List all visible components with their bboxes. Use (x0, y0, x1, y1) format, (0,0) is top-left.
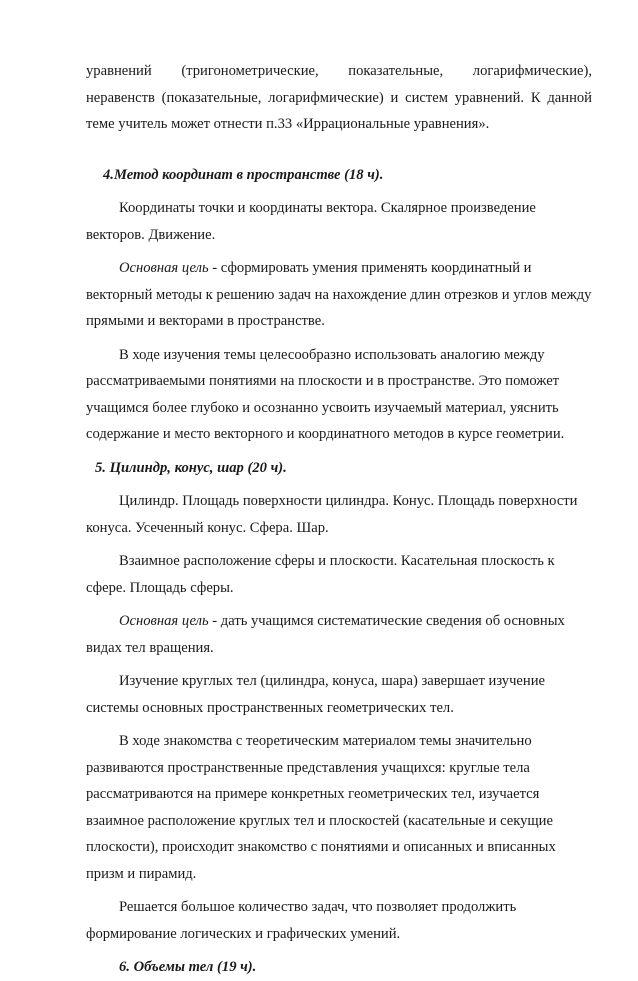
section-5-goal-label: Основная цель (119, 613, 209, 629)
section-5-heading: 5. Цилиндр, конус, шар (20 ч). (95, 459, 287, 476)
section-5-paragraph-3: Изучение круглых тел (цилиндра, конуса, шара) завершает изучение системы основных пространственных геометрических тел. (86, 673, 545, 716)
section-4-goal-label: Основная цель (119, 260, 209, 276)
document-page (86, 58, 592, 981)
section-4-paragraph-1: Координаты точки и координаты вектора. Скалярное произведение векторов. Движение. (86, 200, 536, 243)
section-4-heading: 4.Метод координат в пространстве (18 ч). (103, 166, 384, 183)
section-4-goal (86, 255, 592, 335)
section-5-goal-text: - дать учащимся систематические сведения об основных видах тел вращения. (86, 613, 565, 656)
section-5-goal (86, 608, 592, 661)
section-5-paragraph-2: Взаимное расположение сферы и плоскости. Касательная плоскость к сфере. Площадь сферы. (86, 553, 555, 596)
section-4-paragraph-2: В ходе изучения темы целесообразно использовать аналогию между рассматриваемыми понятиями на плоскости и в пространстве. Это поможет учащимся более глубоко и осознанно усвоить изучаемый материал, уяснить содержание и место векторного и координатного методов в курсе геометрии. (86, 346, 565, 442)
section-4-goal-text: - сформировать умения применять координатный и векторный методы к решению задач на нахождение длин отрезков и углов между прямыми и векторами в пространстве. (86, 260, 592, 329)
section-5-paragraph-4: В ходе знакомства с теоретическим материалом темы значительно развиваются пространственные представления учащихся: круглые тела рассматриваются на примере конкретных геометрических тел, изучается взаимное расположение круглых тел и плоскостей (касательные и секущие плоскости), происходит знакомство с понятиями и описанных и вписанных призм и пирамид. (86, 733, 556, 882)
section-6-heading: 6. Объемы тел (19 ч). (119, 959, 257, 975)
section-5-paragraph-5: Решается большое количество задач, что позволяет продолжить формирование логических и графических умений. (86, 899, 517, 942)
intro-line-1: уравнений (тригонометрические, показательные, логарифмические), (86, 63, 592, 79)
section-5-paragraph-1: Цилиндр. Площадь поверхности цилиндра. Конус. Площадь поверхности конуса. Усеченный конус. Сфера. Шар. (86, 493, 578, 536)
intro-paragraph: неравенств (показательные, логарифмические) и систем уравнений. К данной теме учитель может отнести п.33 «Иррациональные уравнения». (86, 89, 592, 132)
